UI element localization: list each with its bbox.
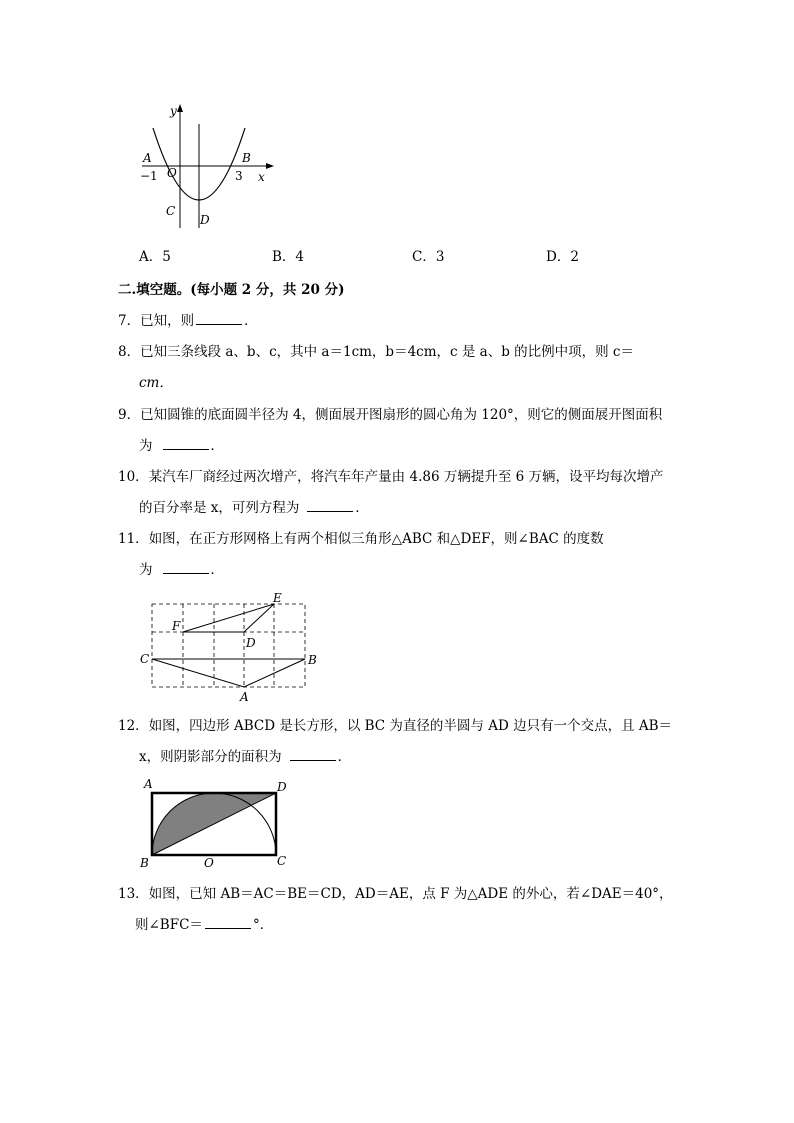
question-7 [118,312,258,330]
question-12 [118,717,672,735]
q10-line1: 某汽车厂商经过两次增产，将汽车年产量由 4.86 万辆提升至 6 万辆，设平均每次增产 [148,469,664,485]
q7-text: 已知，则 [140,313,195,329]
label-D: D [277,780,287,794]
q13-number: 13． [118,886,149,902]
q9-line2 [139,437,224,455]
grid-triangles-figure [136,588,326,706]
label-C: C [166,204,176,218]
q11-end: ． [210,562,224,578]
q9-end: ． [210,438,224,454]
label-A: A [144,777,153,791]
q13-end: °． [252,917,274,933]
q12-end: ． [337,749,352,765]
choice-b: B．4 [272,249,305,265]
label-B: B [308,653,317,667]
q10-number: 10． [118,469,149,485]
q8-line1: 已知三条线段 a、b、c，其中 a＝1cm，b＝4cm，c 是 a、b 的比例中项，则 c＝ [140,344,634,360]
q12-line2-text: x，则阴影部分的面积为 [139,749,282,765]
q7-end: ． [244,313,258,329]
label-D: D [246,636,256,650]
section-title: 二.填空题。(每小题 2 分，共 20 分) [118,282,345,298]
q7-number: 7． [118,313,141,329]
choice-d: D．2 [546,249,579,265]
q13-line1: 如图，已知 AB＝AC＝BE＝CD，AD＝AE，点 F 为△ADE 的外心，若∠DAE＝40°， [148,886,673,902]
rectangle-semicircle-figure [138,775,298,870]
q9-line1: 已知圆锥的底面圆半径为 4，侧面展开图扇形的圆心角为 120°，则它的侧面展开图面积 [140,407,663,423]
q12-line1: 如图，四边形 ABCD 是长方形，以 BC 为直径的半圆与 AD 边只有一个交点，且 AB＝ [148,718,673,734]
label-F: F [172,619,181,633]
label-A: A [240,690,249,704]
question-11 [118,530,604,548]
q11-blank [163,561,209,574]
label-minus1: −1 [140,169,158,183]
q8-line2: cm． [139,375,173,391]
q10-end: ． [355,500,369,516]
q12-number: 12． [118,718,149,734]
question-8 [118,343,634,361]
label-O: O [204,856,214,870]
x-axis-arrow [266,163,274,169]
label-C: C [140,652,150,666]
q10-line2-text: 的百分率是 x，可列方程为 [139,500,300,516]
q12-blank [290,748,336,761]
q9-blank [163,437,209,450]
q9-line2-text: 为 [139,438,153,454]
label-D: D [200,213,210,227]
q7-blank [196,312,242,325]
q12-line2 [139,748,351,766]
label-y: y [170,104,177,118]
question-10 [118,468,664,486]
question-13 [118,885,673,903]
triangle-def [183,604,274,632]
q11-line1: 如图，在正方形网格上有两个相似三角形△ABC 和△DEF，则∠BAC 的度数 [148,531,604,547]
label-x: x [258,170,265,184]
q8-number: 8． [118,344,141,360]
choice-a: A．5 [139,249,171,265]
q10-line2 [139,499,369,517]
q11-line2-text: 为 [139,562,153,578]
label-3: 3 [235,169,243,183]
label-C: C [277,854,287,868]
parabola-figure [138,100,278,235]
question-9 [118,406,662,424]
q13-blank [205,916,251,929]
q11-line2 [139,561,224,579]
choice-c: C．3 [412,249,445,265]
label-E: E [273,591,282,605]
q9-number: 9． [118,407,141,423]
q13-line2-text: 则∠BFC＝ [135,917,203,933]
triangle-abc [152,659,305,687]
label-B: B [242,151,251,165]
q11-number: 11． [118,531,149,547]
label-B: B [140,856,149,870]
dashed-grid [152,604,305,687]
label-O: O [167,166,177,180]
q13-line2 [135,916,273,934]
label-A: A [143,151,152,165]
y-axis-arrow [177,104,183,112]
q10-blank [307,499,353,512]
